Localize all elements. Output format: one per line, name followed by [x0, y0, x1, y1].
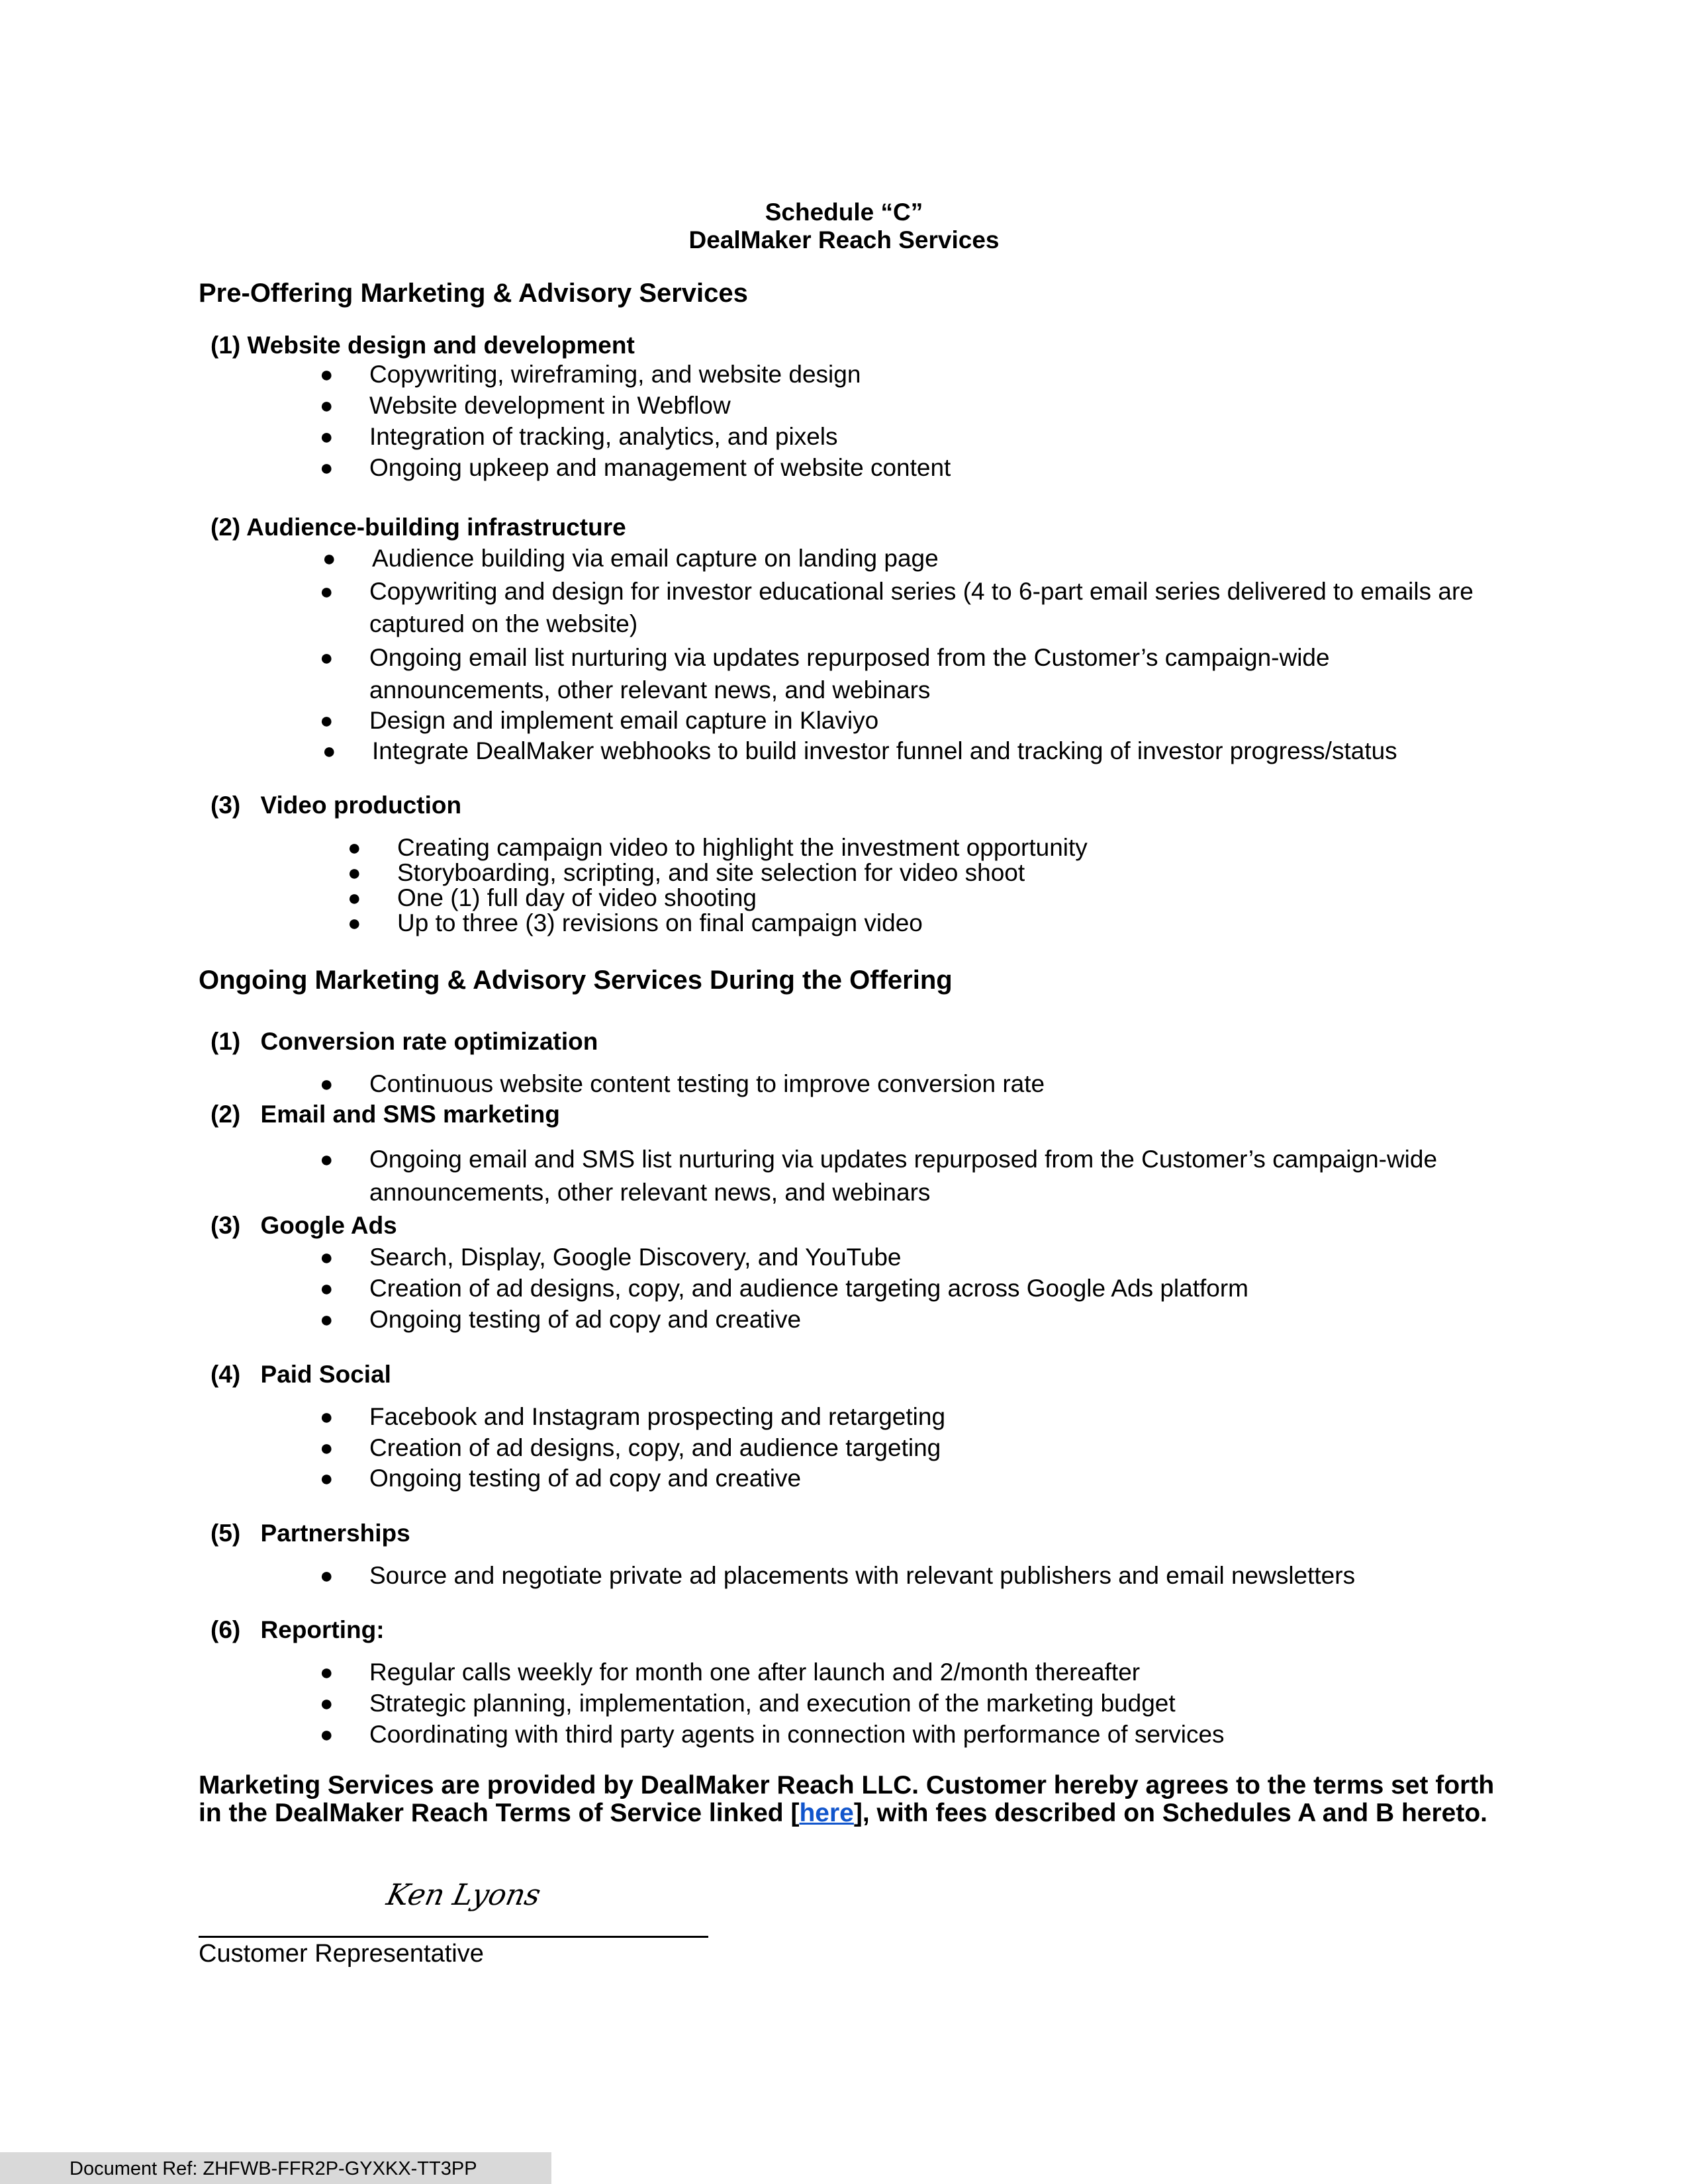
subsection-partnerships: [211, 1519, 410, 1548]
list-item: ● Creation of ad designs, copy, and audience targeting: [369, 1432, 941, 1464]
subsection-number: (5): [211, 1520, 241, 1547]
list-item: ● Design and implement email capture in Klaviyo: [369, 705, 878, 737]
list-item: ● Integration of tracking, analytics, and pixels: [369, 421, 838, 453]
subsection-number: (1): [211, 332, 241, 359]
list-item: ● Integrate DealMaker webhooks to build investor funnel and tracking of investor progress/status: [372, 735, 1397, 767]
signature-line: [199, 1936, 708, 1938]
list-item: ● Search, Display, Google Discovery, and YouTube: [369, 1242, 902, 1273]
bullet-icon: ●: [320, 1245, 334, 1270]
list-item: ● One (1) full day of video shooting: [348, 884, 757, 911]
list-item: ● Copywriting and design for investor educational series (4 to 6-part email series delivered to emails are: [369, 576, 1474, 608]
list-item: ● Continuous website content testing to improve conversion rate: [369, 1068, 1045, 1100]
list-item: ● Ongoing testing of ad copy and creative: [369, 1463, 801, 1494]
bullet-icon: ●: [322, 739, 336, 764]
bullet-icon: ●: [320, 579, 334, 604]
signature: Ken Lyons: [383, 1878, 544, 1912]
document-ref-bar: [0, 2152, 551, 2184]
subsection-number: (6): [211, 1616, 241, 1643]
list-item: ● Ongoing email list nurturing via updates repurposed from the Customer’s campaign-wide: [369, 642, 1330, 674]
subsection-label: Partnerships: [260, 1520, 410, 1547]
bullet-icon: ●: [320, 1563, 334, 1588]
bullet-icon: ●: [320, 708, 334, 733]
subsection-paid-social: [211, 1360, 391, 1389]
subsection-email-sms: [211, 1100, 560, 1129]
subsection-label: Conversion rate optimization: [260, 1028, 598, 1055]
schedule-title: Schedule “C”: [765, 199, 923, 226]
bullet-icon: ●: [348, 886, 361, 911]
bullet-icon: ●: [320, 1147, 334, 1172]
subsection-label: Reporting:: [260, 1616, 385, 1643]
ongoing-heading: Ongoing Marketing & Advisory Services During the Offering: [199, 966, 953, 995]
bullet-icon: ●: [320, 1307, 334, 1332]
list-item: ● Copywriting, wireframing, and website design: [369, 359, 861, 390]
bullet-icon: ●: [320, 424, 334, 449]
list-item: ● Source and negotiate private ad placements with relevant publishers and email newsletters: [369, 1560, 1355, 1592]
bullet-icon: ●: [348, 911, 361, 936]
subsection-conversion-rate: [211, 1027, 598, 1056]
subsection-audience-building: [211, 513, 626, 542]
list-item: ● Storyboarding, scripting, and site selection for video shoot: [348, 859, 1025, 886]
list-item-continuation: announcements, other relevant news, and webinars: [369, 676, 931, 704]
list-item: ● Facebook and Instagram prospecting and retargeting: [369, 1401, 945, 1433]
bullet-icon: ●: [320, 1071, 334, 1097]
bullet-icon: ●: [320, 393, 334, 418]
list-item: ● Ongoing upkeep and management of website content: [369, 452, 951, 484]
list-item-continuation: announcements, other relevant news, and webinars: [369, 1179, 931, 1206]
bullet-icon: ●: [320, 645, 334, 670]
list-item: ● Ongoing email and SMS list nurturing via updates repurposed from the Customer’s campaign-wide: [369, 1144, 1437, 1175]
subsection-number: (3): [211, 792, 241, 819]
list-item: ● Up to three (3) revisions on final campaign video: [348, 909, 923, 936]
document-ref: Document Ref: ZHFWB-FFR2P-GYXKX-TT3PP: [70, 2158, 477, 2179]
subsection-reporting: [211, 1615, 385, 1645]
list-item: ● Audience building via email capture on landing page: [372, 543, 939, 574]
services-title: DealMaker Reach Services: [688, 226, 1000, 253]
bullet-icon: ●: [322, 546, 336, 571]
list-item: ● Ongoing testing of ad copy and creative: [369, 1304, 801, 1336]
list-item: ● Strategic planning, implementation, and execution of the marketing budget: [369, 1688, 1176, 1719]
terms-paragraph: Marketing Services are provided by DealMaker Reach LLC. Customer hereby agrees to the terms set forth in the DealMaker Reach Terms of Service linked [here], with fees described on Schedules A and B hereto.: [199, 1771, 1495, 1827]
list-item-continuation: captured on the website): [369, 610, 638, 637]
bullet-icon: ●: [320, 1435, 334, 1461]
list-item: ● Creating campaign video to highlight the investment opportunity: [348, 834, 1088, 861]
list-item: ● Coordinating with third party agents in connection with performance of services: [369, 1719, 1225, 1751]
subsection-number: (2): [211, 1101, 241, 1128]
bullet-icon: ●: [320, 1722, 334, 1747]
bullet-icon: ●: [348, 835, 361, 860]
bullet-icon: ●: [320, 455, 334, 480]
pre-offering-heading: Pre-Offering Marketing & Advisory Services: [199, 279, 748, 308]
subsection-number: (2): [211, 514, 241, 541]
bullet-icon: ●: [320, 1276, 334, 1301]
list-item: ● Regular calls weekly for month one after launch and 2/month thereafter: [369, 1657, 1140, 1688]
subsection-label: Audience-building infrastructure: [246, 514, 626, 541]
subsection-label: Paid Social: [260, 1361, 391, 1388]
bullet-icon: ●: [320, 1691, 334, 1716]
subsection-video-production: [211, 791, 461, 820]
subsection-number: (1): [211, 1028, 241, 1055]
subsection-website-design: [211, 331, 635, 360]
bullet-icon: ●: [348, 860, 361, 886]
subsection-label: Email and SMS marketing: [260, 1101, 560, 1128]
bullet-icon: ●: [320, 1466, 334, 1491]
subsection-number: (3): [211, 1212, 241, 1239]
bullet-icon: ●: [320, 1660, 334, 1685]
subsection-label: Website design and development: [247, 332, 635, 359]
subsection-number: (4): [211, 1361, 241, 1388]
bullet-icon: ●: [320, 362, 334, 387]
subsection-label: Google Ads: [260, 1212, 397, 1239]
list-item: ● Website development in Webflow: [369, 390, 731, 422]
terms-link[interactable]: here: [799, 1799, 854, 1827]
subsection-google-ads: [211, 1211, 397, 1240]
list-item: ● Creation of ad designs, copy, and audience targeting across Google Ads platform: [369, 1273, 1248, 1304]
signature-label: Customer Representative: [199, 1940, 484, 1968]
subsection-label: Video production: [260, 792, 462, 819]
bullet-icon: ●: [320, 1404, 334, 1430]
